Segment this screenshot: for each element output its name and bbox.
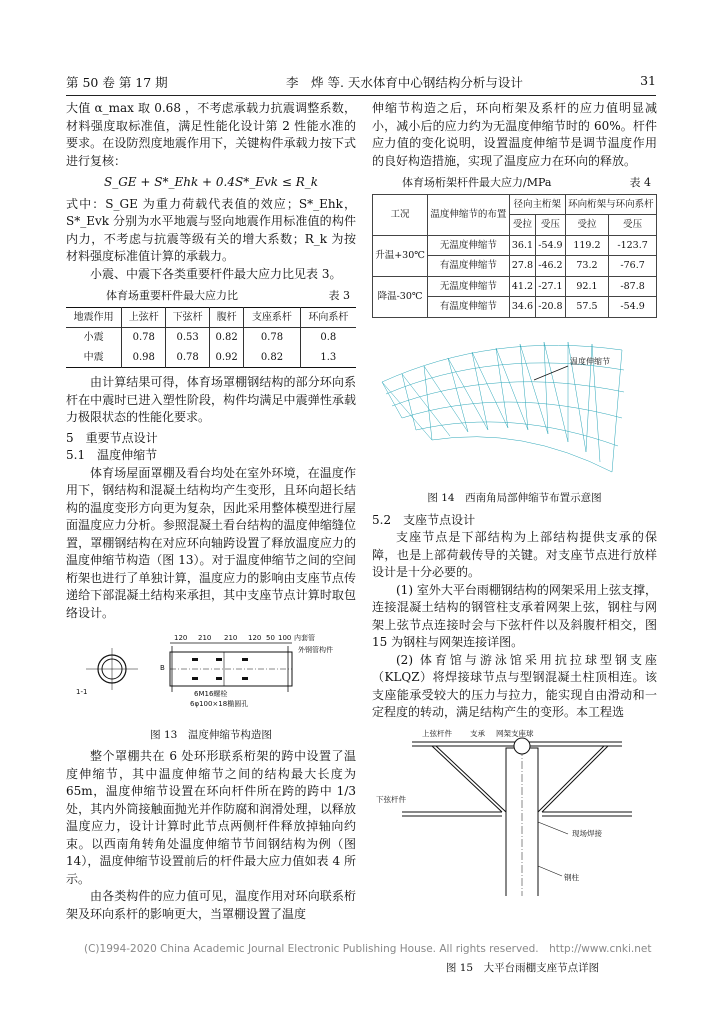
paragraph: 式中：S_GE 为重力荷载代表值的效应；S*_Ehk，S*_Evk 分别为水平地震与竖向地震作用标准值的构件内力，不考虑与抗震等级有关的增大系数；R_k 为按材料强度标准值计算的承载力。 (66, 196, 356, 263)
table-header-cell: 下弦杆 (166, 307, 210, 328)
label-steel-column: 钢柱 (564, 872, 579, 882)
table-row (373, 235, 657, 256)
paragraph: 由各类构件的应力值可见，温度作用对环向联系桁架及环向系杆的影响更大，当罩棚设置了温度 (66, 889, 356, 921)
label-top-chord: 上弦杆件 (422, 728, 452, 738)
table-cell: 0.82 (244, 348, 300, 368)
label-b: B (160, 664, 165, 672)
section-heading: 5 重要节点设计 (66, 430, 158, 445)
table-cell: 41.2 (509, 276, 535, 297)
label-bottom-chord: 下弦杆件 (376, 794, 406, 804)
table-header-cell: 受拉 (565, 215, 608, 236)
table3-title: 体育场重要杆件最大应力比 (106, 289, 238, 302)
paragraph: 大值 α_max 取 0.68 ，不考虑承载力抗震调整系数，材料强度取标准值，满足性能化设计第 2 性能水准的要求。在设防烈度地震作用下，关键构件承载力按下式进行复核： (66, 101, 356, 168)
right-column (372, 100, 657, 905)
paragraph: 小震、中震下各类重要杆件最大应力比见表 3。 (90, 266, 342, 281)
copyright-footer: (C)1994-2020 China Academic Journal Electronic Publishing House. All rights reserved. http://www.cnki.net (84, 943, 652, 955)
table-header-cell: 受压 (609, 215, 657, 236)
table-cell: 92.1 (565, 276, 608, 297)
table-cell: -87.8 (609, 276, 657, 297)
dim-label: 120 (174, 634, 188, 642)
formula: S_GE + S*_Ehk + 0.4S*_Evk ≤ R_k (103, 175, 319, 189)
table-cell: 中震 (83, 351, 104, 363)
table-row (66, 348, 356, 368)
table-cell: 0.78 (122, 328, 166, 348)
paragraph: 支座节点是下部结构为上部结构提供支承的保障，也是上部荷载传导的关键。对支座节点进行放样设计是十分必要的。 (372, 530, 657, 579)
dim-label: 210 (224, 634, 238, 642)
table-row (66, 328, 356, 348)
table-cell: 0.82 (210, 328, 244, 348)
table-cell: 27.8 (509, 256, 535, 277)
figure-14-caption: 图 14 西南角局部伸缩节布置示意图 (427, 492, 602, 504)
table-cell: 0.53 (166, 328, 210, 348)
table-cell: 降温-30℃ (373, 276, 428, 317)
table-header-cell: 径向主桁架 (509, 194, 565, 215)
roof-truss-wireframe (372, 322, 657, 482)
table-cell: 0.78 (244, 328, 300, 348)
paragraph: 整个罩棚共在 6 处环形联系桁架的跨中设置了温度伸缩节，其中温度伸缩节之间的结构最大长度为 65m，温度伸缩节设置在环向杆件所在跨的跨中 1/3 处，其内外筒接触面抛光并作防腐和润滑处理，以释放温度应力，设计计算时此节点两侧杆件释放掉轴向约束。以西南角转角处温度伸缩节节间钢结构为例（图 14），温度伸缩节设置前后的杆件最大应力值如表 4 所示。 (66, 749, 356, 886)
section-label: 1-1 (76, 688, 88, 696)
table-cell: 36.1 (509, 235, 535, 256)
label-support-ball: 网架支座球 (496, 728, 534, 738)
table3-caption (66, 287, 356, 305)
table4-caption (372, 174, 657, 192)
table-cell: 有温度伸缩节 (428, 297, 510, 318)
table-cell: 升温+30℃ (373, 235, 428, 276)
label-inner-sleeve: 内套管 (294, 634, 315, 642)
subsection-heading: 5.1 温度伸缩节 (66, 448, 158, 462)
table-cell: 1.3 (300, 348, 356, 368)
table4-title: 体育场桁架杆件最大应力/MPa (402, 176, 552, 189)
dim-label: 50 (266, 634, 275, 642)
table-header-cell: 支座系杆 (244, 307, 300, 328)
header-rule (66, 95, 656, 96)
table3-label: 表 3 (328, 289, 350, 302)
dim-label: 100 (278, 634, 292, 642)
table-cell: 无温度伸缩节 (428, 235, 510, 256)
expansion-joint-callout: 温度伸缩节 (570, 356, 610, 366)
paragraph: 伸缩节构造之后，环向桁架及系杆的应力值明显减小，减小后的应力约为无温度伸缩节时的 60%。杆件应力值的变化说明，设置温度伸缩节是调节温度作用的良好构造措施，实现了温度应力在环向的释放。 (372, 101, 657, 168)
table-cell: 0.92 (210, 348, 244, 368)
table-cell: 无温度伸缩节 (428, 276, 510, 297)
figure-14 (372, 322, 657, 508)
label-site-weld: 现场焊接 (572, 828, 602, 838)
table-cell: -76.7 (609, 256, 657, 277)
table-header-cell: 地震作用 (66, 307, 122, 328)
table4 (372, 194, 657, 318)
table-cell: 73.2 (565, 256, 608, 277)
paragraph: (1) 室外大平台雨棚钢结构的网架采用上弦支撑，连接混凝土结构的钢管柱支承着网架上弦，钢柱与网架上弦节点连接时会与下弦杆件以及斜腹杆相交，图 15 为钢柱与网架连接详图。 (372, 582, 657, 649)
article-title-header: 李 烨 等. 天水体育中心钢结构分析与设计 (286, 75, 523, 90)
table-cell: -54.9 (536, 235, 566, 256)
table-cell: 有温度伸缩节 (428, 256, 510, 277)
table-cell: -20.8 (536, 297, 566, 318)
table-header-cell: 受压 (536, 215, 566, 236)
dim-label: 210 (198, 634, 212, 642)
table-cell: -54.9 (609, 297, 657, 318)
table-cell: 小震 (83, 332, 104, 343)
table-header-cell: 上弦杆 (122, 307, 166, 328)
table-header-row (373, 194, 657, 215)
table-header-cell: 环向系杆 (300, 307, 356, 328)
label-outer-tube: 外钢管构件 (298, 646, 333, 654)
table-header-cell: 受拉 (509, 215, 535, 236)
table4-label: 表 4 (629, 176, 651, 189)
table-header-cell: 工况 (373, 194, 428, 235)
running-header (66, 73, 656, 93)
table-cell: -46.2 (536, 256, 566, 277)
table-row (373, 276, 657, 297)
subsection-heading: 5.2 支座节点设计 (372, 512, 476, 527)
table-header-cell: 温度伸缩节的布置 (428, 194, 510, 235)
table-cell: 0.8 (300, 328, 356, 348)
label-hole: 6φ100×18椭圆孔 (190, 700, 249, 708)
paragraph: 由计算结果可得，体育场罩棚钢结构的部分环向系杆在中震时已进入塑性阶段，构件均满足中震弹性承载力极限状态的性能化要求。 (66, 375, 356, 424)
figure-13 (66, 626, 356, 744)
table-cell: 0.98 (122, 348, 166, 368)
figure-15-caption: 图 15 大平台雨棚支座节点详图 (445, 962, 600, 974)
left-column (66, 100, 356, 923)
figure-13-caption: 图 13 温度伸缩节构造图 (150, 728, 272, 741)
table-header-cell: 腹杆 (210, 307, 244, 328)
figure-15 (372, 726, 657, 902)
label-bolt: 6M16螺栓 (194, 690, 228, 698)
expansion-joint-drawing (66, 626, 356, 718)
paragraph: (2) 体育馆与游泳馆采用抗拉球型钢支座（KLQZ）将焊接球节点与型钢混凝土柱顶相连。该支座能承受较大的压力与拉力，能实现自由滑动和一定程度的转动，满足结构产生的变形。本工程选 (372, 652, 657, 719)
table-cell: 119.2 (565, 235, 608, 256)
table-cell: 0.78 (166, 348, 210, 368)
dim-label: 120 (248, 634, 262, 642)
table-cell: 57.5 (565, 297, 608, 318)
label-support: 支承 (470, 728, 485, 738)
support-node-detail (372, 726, 657, 896)
table-cell: -123.7 (609, 235, 657, 256)
table-cell: 34.6 (509, 297, 535, 318)
page-number: 31 (640, 73, 656, 88)
table-header-row (66, 307, 356, 328)
journal-issue: 第 50 卷 第 17 期 (66, 75, 168, 90)
table-header-cell: 环向桁架与环向系杆 (565, 194, 656, 215)
paragraph: 体育场屋面罩棚及看台均处在室外环境，在温度作用下，钢结构和混凝土结构均产生变形，且环向超长结构的温度变形方向更为复杂，因此采用整体模型进行屋面温度应力分析。参照混凝土看台结构的温度伸缩缝位置，罩棚钢结构在对应环向轴跨设置了释放温度应力的温度伸缩节构造（图 13）。对于温度伸缩节之间的空间桁架也进行了单独计算，温度应力的影响由支座节点传递给下部混凝土结构来承担，其中支座节点计算时取包络设计。 (66, 465, 356, 620)
table3 (66, 307, 356, 369)
table-cell: -27.1 (536, 276, 566, 297)
